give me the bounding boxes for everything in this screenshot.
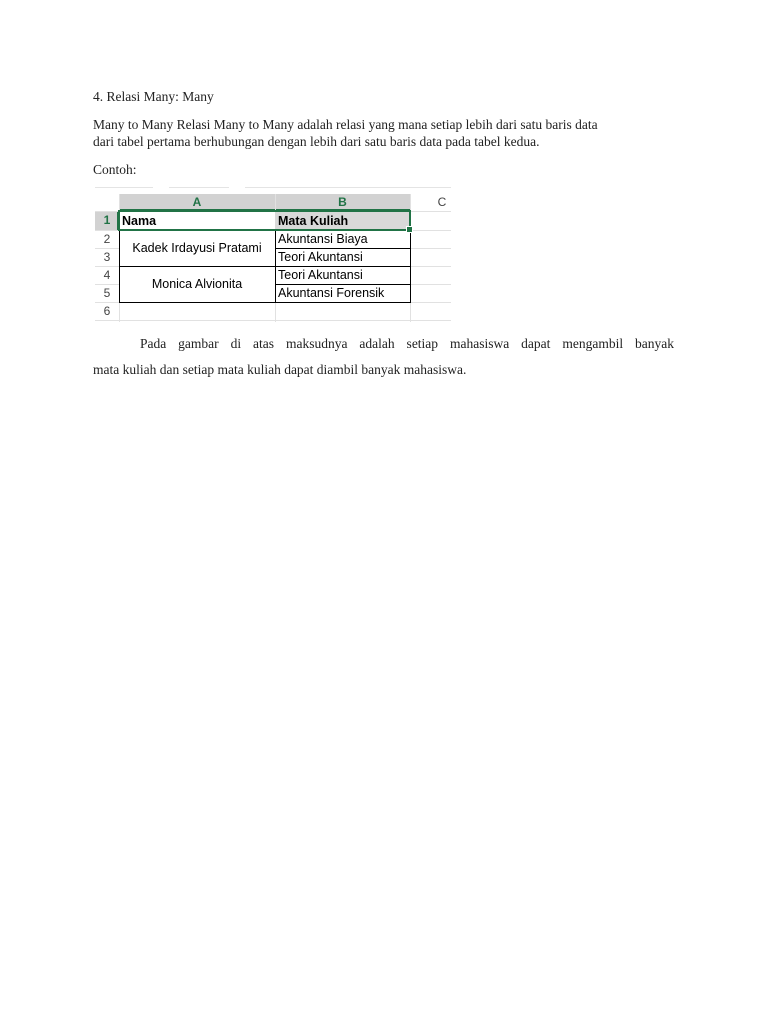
- course-cell: Teori Akuntansi: [278, 250, 363, 264]
- gridline: [95, 248, 119, 249]
- gridline: [410, 284, 451, 285]
- definition-paragraph: [93, 116, 683, 150]
- header-cell-nama: Nama: [122, 214, 157, 228]
- explanation-paragraph: [93, 331, 674, 383]
- column-header-c: C: [437, 195, 447, 209]
- course-cell: Akuntansi Forensik: [278, 286, 385, 300]
- gridline: [410, 248, 451, 249]
- row-header-5: 5: [103, 286, 111, 300]
- definition-line-1: Many to Many Relasi Many to Many adalah relasi yang mana setiap lebih dari satu baris data: [93, 117, 598, 132]
- column-header-a: A: [119, 194, 275, 211]
- column-header-b: B: [275, 194, 410, 211]
- row-header-3: 3: [103, 250, 111, 264]
- spreadsheet-image: [95, 187, 451, 322]
- course-cell: Akuntansi Biaya: [278, 232, 368, 246]
- explanation-line-2: mata kuliah dan setiap mata kuliah dapat diambil banyak mahasiswa.: [93, 362, 467, 377]
- explanation-line-1: Pada gambar di atas maksudnya adalah setiap mahasiswa dapat mengambil banyak: [140, 336, 674, 351]
- example-label: Contoh:: [93, 162, 137, 177]
- section-heading: 4. Relasi Many: Many: [93, 89, 214, 104]
- course-cell: Teori Akuntansi: [278, 268, 363, 282]
- definition-line-2: dari tabel pertama berhubungan dengan lebih dari satu baris data pada tabel kedua.: [93, 134, 540, 149]
- row-header-2: 2: [103, 232, 111, 246]
- row-header-1: 1: [95, 211, 119, 230]
- gridline: [95, 284, 119, 285]
- student-name-cell: Monica Alvionita: [151, 277, 243, 291]
- gridline: [95, 320, 451, 321]
- student-name-cell: Kadek Irdayusi Pratami: [132, 241, 262, 255]
- row-header-4: 4: [103, 268, 111, 282]
- sheet-top-edge: [95, 187, 451, 188]
- fill-handle: [406, 226, 413, 233]
- row-header-6: 6: [103, 304, 111, 318]
- selection-range: [118, 210, 411, 231]
- header-cell-mata-kuliah: Mata Kuliah: [275, 212, 410, 230]
